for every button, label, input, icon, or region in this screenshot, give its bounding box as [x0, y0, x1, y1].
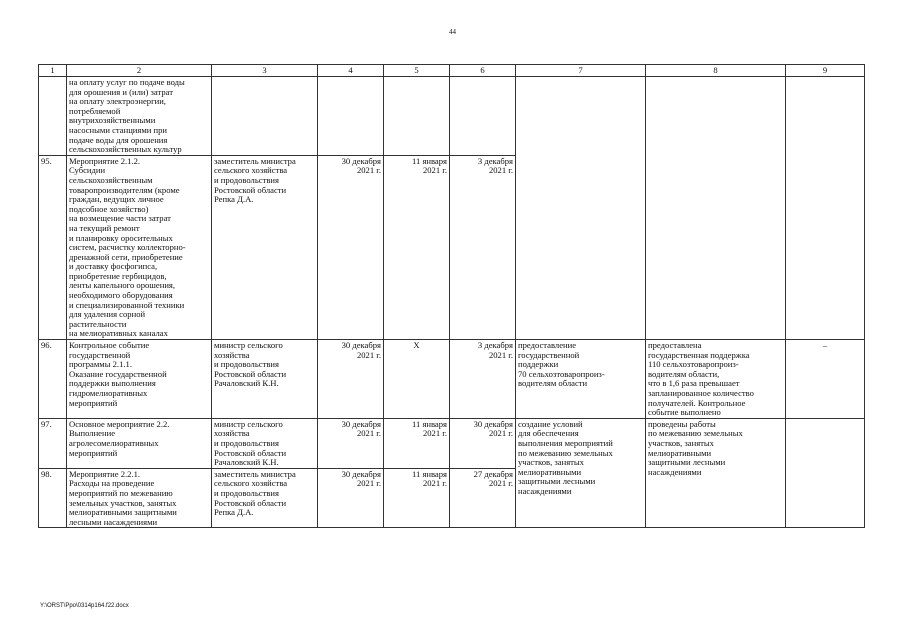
table-row	[39, 418, 865, 468]
event-name: Основное мероприятие 2.2. Выполнение агролесомелиоративных мероприятий	[67, 418, 212, 468]
planned-result: создание условий для обеспечения выполнения мероприятий по межеванию земельных участков, занятых мелиоративными защитными лесными насаждениями	[516, 418, 646, 528]
plan-date: 30 декабря 2021 г.	[318, 418, 384, 468]
notes	[786, 77, 865, 340]
executor: министр сельского хозяйства и продовольствия Ростовской области Рачаловский К.Н.	[212, 340, 318, 419]
header-row	[39, 65, 865, 77]
notes: –	[786, 340, 865, 419]
actual-result: предоставлена государственная поддержка 110 сельхозтоваропроиз- водителям области, что в 1,6 раза превышает запланированное количество получателей. Контрольное событие выполнено	[646, 340, 786, 419]
event-name: Мероприятие 2.2.1. Расходы на проведение мероприятий по межеванию земельных участков, занятых мелиоративными защитными лесными насаждениями	[67, 468, 212, 528]
event-name: Контрольное событие государственной программы 2.1.1. Оказание государственной поддержки выполнения гидромелиоративных мероприятий	[67, 340, 212, 419]
end-date	[450, 77, 516, 156]
row-number	[39, 77, 67, 156]
executor: заместитель министра сельского хозяйства и продовольствия Ростовской области Репка Д.А.	[212, 468, 318, 528]
header-cell: 8	[646, 65, 786, 77]
start-date: 11 января 2021 г.	[384, 155, 450, 339]
end-date: 3 декабря 2021 г.	[450, 155, 516, 339]
header-cell: 4	[318, 65, 384, 77]
header-cell: 5	[384, 65, 450, 77]
header-cell: 6	[450, 65, 516, 77]
start-date: 11 января 2021 г.	[384, 418, 450, 468]
executor: министр сельского хозяйства и продовольствия Ростовской области Рачаловский К.Н.	[212, 418, 318, 468]
notes	[786, 418, 865, 528]
plan-date: 30 декабря 2021 г.	[318, 155, 384, 339]
row-number: 98.	[39, 468, 67, 528]
document-table	[38, 64, 865, 528]
start-date: 11 января 2021 г.	[384, 468, 450, 528]
table-row	[39, 77, 865, 156]
end-date: 30 декабря 2021 г.	[450, 418, 516, 468]
row-number: 95.	[39, 155, 67, 339]
header-cell: 3	[212, 65, 318, 77]
event-name: на оплату услуг по подаче воды для орошения и (или) затрат на оплату электроэнергии, потребляемой внутрихозяйственными насосными станциями при подаче воды для орошения сельскохозяйственных культур	[67, 77, 212, 156]
header-cell: 1	[39, 65, 67, 77]
start-date	[384, 77, 450, 156]
start-date: Х	[384, 340, 450, 419]
planned-result	[516, 77, 646, 340]
executor	[212, 77, 318, 156]
plan-date: 30 декабря 2021 г.	[318, 340, 384, 419]
end-date: 27 декабря 2021 г.	[450, 468, 516, 528]
planned-result: предоставление государственной поддержки 70 сельхозтоваропроиз- водителям области	[516, 340, 646, 419]
actual-result	[646, 77, 786, 340]
row-number: 96.	[39, 340, 67, 419]
header-cell: 7	[516, 65, 646, 77]
executor: заместитель министра сельского хозяйства и продовольствия Ростовской области Репка Д.А.	[212, 155, 318, 339]
row-number: 97.	[39, 418, 67, 468]
table-row	[39, 340, 865, 419]
page-number: 44	[449, 28, 456, 36]
event-name: Мероприятие 2.1.2. Субсидии сельскохозяйственным товаропроизводителям (кроме граждан, ведущих личное подсобное хозяйство) на возмещение части затрат на текущий ремонт и планировку оросительных систем, расчистку коллекторно- дренажной сети, приобретение и доставку фосфогипса, приобретение гербицидов, ленты капельного орошения, необходимого оборудования и специализированной техники для удаления сорной растительности на мелиоративных каналах	[67, 155, 212, 339]
plan-date	[318, 77, 384, 156]
plan-date: 30 декабря 2021 г.	[318, 468, 384, 528]
header-cell: 2	[67, 65, 212, 77]
header-cell: 9	[786, 65, 865, 77]
end-date: 3 декабря 2021 г.	[450, 340, 516, 419]
actual-result: проведены работы по межеванию земельных участков, занятых мелиоративными защитными лесными насаждениями	[646, 418, 786, 528]
file-path-footer: Y:\ORST\Ppo\0314p164.f22.docx	[40, 603, 129, 609]
